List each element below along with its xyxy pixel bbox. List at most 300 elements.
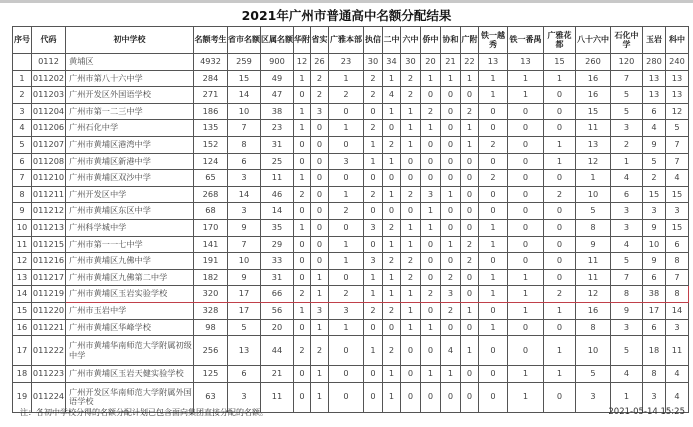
quota-cell: 6 xyxy=(643,319,666,336)
quota-cell: 0 xyxy=(421,302,441,319)
column-header: 八十六中 xyxy=(576,27,611,54)
quota-cell: 1 xyxy=(508,269,544,286)
quota-cell: 2 xyxy=(311,70,329,87)
quota-cell: 3 xyxy=(576,382,611,412)
row-number: 2 xyxy=(13,87,32,104)
quota-cell: 1 xyxy=(294,219,311,236)
quota-cell: 2 xyxy=(479,170,508,187)
quota-cell: 0 xyxy=(364,170,383,187)
quota-cell: 11 xyxy=(261,382,294,412)
quota-cell: 1 xyxy=(544,302,576,319)
quota-cell: 11 xyxy=(576,120,611,137)
quota-cell: 14 xyxy=(666,302,689,319)
school-code: 011212 xyxy=(32,203,66,220)
school-name: 广州市黄埔区东区中学 xyxy=(66,203,194,220)
quota-cell: 4 xyxy=(666,170,689,187)
row-number: 11 xyxy=(13,236,32,253)
quota-cell: 4 xyxy=(383,87,401,104)
quota-cell: 0 xyxy=(311,203,329,220)
quota-cell: 170 xyxy=(194,219,228,236)
column-header: 省市名额 xyxy=(228,27,261,54)
quota-cell: 3 xyxy=(643,203,666,220)
quota-cell: 0 xyxy=(364,366,383,383)
quota-cell: 1 xyxy=(421,203,441,220)
quota-cell: 2 xyxy=(329,203,364,220)
quota-cell: 1 xyxy=(401,219,421,236)
quota-cell: 1 xyxy=(364,153,383,170)
quota-cell: 7 xyxy=(666,136,689,153)
quota-cell: 2 xyxy=(329,87,364,104)
quota-cell: 0 xyxy=(544,120,576,137)
table-row xyxy=(13,120,689,137)
row-number: 7 xyxy=(13,170,32,187)
quota-cell: 47 xyxy=(261,87,294,104)
quota-cell: 9 xyxy=(611,302,643,319)
table-row xyxy=(13,203,689,220)
quota-cell: 0 xyxy=(479,382,508,412)
quota-cell: 2 xyxy=(364,120,383,137)
quota-cell: 1 xyxy=(329,70,364,87)
row-number xyxy=(13,54,32,71)
quota-cell: 6 xyxy=(228,153,261,170)
quota-cell: 25 xyxy=(261,153,294,170)
quota-cell: 0 xyxy=(508,103,544,120)
quota-cell: 2 xyxy=(421,103,441,120)
quota-cell: 20 xyxy=(261,319,294,336)
quota-cell: 8 xyxy=(611,286,643,303)
quota-cell: 0 xyxy=(544,219,576,236)
school-code: 011213 xyxy=(32,219,66,236)
quota-cell: 0 xyxy=(479,253,508,270)
quota-cell: 1 xyxy=(421,219,441,236)
quota-cell: 2 xyxy=(441,302,461,319)
quota-cell: 13 xyxy=(508,54,544,71)
quota-cell: 1 xyxy=(401,103,421,120)
quota-cell: 259 xyxy=(228,54,261,71)
quota-cell: 8 xyxy=(666,253,689,270)
school-name: 广州市黄埔区新港中学 xyxy=(66,153,194,170)
quota-cell: 0 xyxy=(508,336,544,366)
school-name: 广州市黄埔区玉岩天健实验学校 xyxy=(66,366,194,383)
quota-cell: 1 xyxy=(508,286,544,303)
quota-cell: 284 xyxy=(194,70,228,87)
quota-cell: 0 xyxy=(329,366,364,383)
quota-cell: 6 xyxy=(643,269,666,286)
quota-cell: 0 xyxy=(329,382,364,412)
quota-cell: 0 xyxy=(441,253,461,270)
quota-cell: 1 xyxy=(611,153,643,170)
quota-cell: 0 xyxy=(383,170,401,187)
school-code: 011215 xyxy=(32,236,66,253)
quota-cell: 0 xyxy=(508,153,544,170)
quota-cell: 1 xyxy=(311,319,329,336)
quota-cell: 98 xyxy=(194,319,228,336)
quota-cell: 1 xyxy=(383,153,401,170)
quota-cell: 0 xyxy=(441,319,461,336)
allocation-table xyxy=(12,26,689,413)
table-row xyxy=(13,336,689,366)
quota-cell: 14 xyxy=(228,87,261,104)
quota-cell: 5 xyxy=(576,203,611,220)
school-name: 广州市第一一七中学 xyxy=(66,236,194,253)
quota-cell: 4 xyxy=(666,382,689,412)
quota-cell: 1 xyxy=(329,236,364,253)
quota-cell: 18 xyxy=(643,336,666,366)
quota-cell: 141 xyxy=(194,236,228,253)
quota-cell: 38 xyxy=(643,286,666,303)
quota-cell: 0 xyxy=(329,103,364,120)
quota-cell: 0 xyxy=(401,203,421,220)
quota-cell: 46 xyxy=(261,186,294,203)
quota-cell: 2 xyxy=(383,336,401,366)
quota-cell: 0 xyxy=(421,153,441,170)
school-code: 011208 xyxy=(32,153,66,170)
quota-cell: 0 xyxy=(421,382,441,412)
quota-cell: 5 xyxy=(576,366,611,383)
quota-cell: 1 xyxy=(479,236,508,253)
quota-cell: 7 xyxy=(666,153,689,170)
quota-cell: 11 xyxy=(576,269,611,286)
school-name: 广州市黄埔区港湾中学 xyxy=(66,136,194,153)
quota-cell: 0 xyxy=(461,382,479,412)
quota-cell: 8 xyxy=(666,286,689,303)
quota-cell: 4932 xyxy=(194,54,228,71)
quota-cell: 1 xyxy=(311,269,329,286)
quota-cell: 0 xyxy=(441,203,461,220)
quota-cell: 0 xyxy=(479,302,508,319)
quota-cell: 1 xyxy=(479,219,508,236)
row-number: 10 xyxy=(13,219,32,236)
quota-cell: 1 xyxy=(461,70,479,87)
quota-cell: 15 xyxy=(544,54,576,71)
quota-cell: 0 xyxy=(401,366,421,383)
quota-cell: 15 xyxy=(666,186,689,203)
header-row xyxy=(13,27,689,54)
quota-cell: 1 xyxy=(544,336,576,366)
quota-cell: 0 xyxy=(294,269,311,286)
quota-cell: 5 xyxy=(666,120,689,137)
quota-cell: 7 xyxy=(228,120,261,137)
quota-cell: 44 xyxy=(261,336,294,366)
quota-cell: 0 xyxy=(329,170,364,187)
quota-cell: 21 xyxy=(261,366,294,383)
quota-cell: 17 xyxy=(228,286,261,303)
quota-cell: 0 xyxy=(421,236,441,253)
column-header: 铁一越秀 xyxy=(479,27,508,54)
quota-cell: 13 xyxy=(643,87,666,104)
quota-cell: 22 xyxy=(461,54,479,71)
quota-cell: 0 xyxy=(294,319,311,336)
row-number: 12 xyxy=(13,253,32,270)
quota-cell: 0 xyxy=(441,219,461,236)
quota-cell: 15 xyxy=(228,70,261,87)
quota-cell: 0 xyxy=(508,120,544,137)
quota-cell: 1 xyxy=(383,103,401,120)
quota-cell: 2 xyxy=(383,219,401,236)
quota-cell: 34 xyxy=(383,54,401,71)
quota-cell: 1 xyxy=(383,286,401,303)
quota-cell: 1 xyxy=(364,286,383,303)
quota-cell: 2 xyxy=(311,336,329,366)
quota-cell: 0 xyxy=(441,103,461,120)
quota-cell: 124 xyxy=(194,153,228,170)
quota-cell: 29 xyxy=(261,236,294,253)
quota-cell: 3 xyxy=(421,186,441,203)
school-name: 广州市第一二三中学 xyxy=(66,103,194,120)
quota-cell: 1 xyxy=(479,319,508,336)
quota-cell: 0 xyxy=(421,136,441,153)
quota-cell: 0 xyxy=(364,236,383,253)
quota-cell: 30 xyxy=(401,54,421,71)
top-bar xyxy=(0,0,693,3)
quota-cell: 35 xyxy=(261,219,294,236)
quota-cell: 2 xyxy=(364,186,383,203)
quota-cell: 0 xyxy=(311,236,329,253)
quota-cell: 38 xyxy=(261,103,294,120)
school-name: 广州科学城中学 xyxy=(66,219,194,236)
column-header: 二中 xyxy=(383,27,401,54)
table-row xyxy=(13,236,689,253)
quota-cell: 280 xyxy=(643,54,666,71)
quota-cell: 3 xyxy=(311,103,329,120)
quota-cell: 9 xyxy=(576,236,611,253)
school-code: 011204 xyxy=(32,103,66,120)
quota-cell: 63 xyxy=(194,382,228,412)
column-header: 华附 xyxy=(294,27,311,54)
quota-cell: 0 xyxy=(294,253,311,270)
quota-cell: 256 xyxy=(194,336,228,366)
quota-cell: 1 xyxy=(461,136,479,153)
quota-cell: 1 xyxy=(294,302,311,319)
school-name: 广州市黄埔区华峰学校 xyxy=(66,319,194,336)
quota-cell: 16 xyxy=(576,302,611,319)
quota-cell: 14 xyxy=(228,186,261,203)
quota-cell: 0 xyxy=(508,236,544,253)
quota-cell: 3 xyxy=(441,286,461,303)
quota-cell: 13 xyxy=(576,136,611,153)
quota-cell: 0 xyxy=(294,236,311,253)
quota-cell: 0 xyxy=(441,87,461,104)
column-header: 铁一番禺 xyxy=(508,27,544,54)
quota-cell: 0 xyxy=(508,319,544,336)
quota-cell: 0 xyxy=(441,382,461,412)
quota-cell: 11 xyxy=(666,336,689,366)
school-code: 011216 xyxy=(32,253,66,270)
quota-cell: 2 xyxy=(461,236,479,253)
quota-cell: 260 xyxy=(576,54,611,71)
quota-cell: 9 xyxy=(643,136,666,153)
quota-cell: 0 xyxy=(364,203,383,220)
quota-cell: 0 xyxy=(329,219,364,236)
quota-cell: 0 xyxy=(544,236,576,253)
table-row xyxy=(13,302,689,319)
quota-cell: 3 xyxy=(611,120,643,137)
quota-cell: 0 xyxy=(544,170,576,187)
quota-cell: 3 xyxy=(643,382,666,412)
school-code: 011202 xyxy=(32,70,66,87)
quota-cell: 12 xyxy=(666,103,689,120)
column-header: 区属名额 xyxy=(261,27,294,54)
school-name: 广州市第八十六中学 xyxy=(66,70,194,87)
quota-cell: 2 xyxy=(479,136,508,153)
quota-cell: 0 xyxy=(544,382,576,412)
quota-cell: 0 xyxy=(508,219,544,236)
quota-cell: 66 xyxy=(261,286,294,303)
quota-cell: 15 xyxy=(643,186,666,203)
quota-cell: 1 xyxy=(329,253,364,270)
school-name: 广州市黄埔区双沙中学 xyxy=(66,170,194,187)
quota-cell: 1 xyxy=(508,302,544,319)
school-name: 广州市黄埔华南师范大学附属初级中学 xyxy=(66,336,194,366)
timestamp: 2021-05-14 15:25 xyxy=(608,407,685,417)
quota-cell: 182 xyxy=(194,269,228,286)
quota-cell: 1 xyxy=(508,70,544,87)
column-header: 侨中 xyxy=(421,27,441,54)
quota-cell: 1 xyxy=(421,70,441,87)
quota-cell: 0 xyxy=(329,136,364,153)
quota-cell: 2 xyxy=(611,136,643,153)
quota-cell: 5 xyxy=(611,103,643,120)
school-code: 011223 xyxy=(32,366,66,383)
quota-cell: 0 xyxy=(441,136,461,153)
quota-cell: 26 xyxy=(311,54,329,71)
quota-cell: 8 xyxy=(576,319,611,336)
quota-cell: 10 xyxy=(228,253,261,270)
quota-cell: 1 xyxy=(311,366,329,383)
quota-cell: 16 xyxy=(576,87,611,104)
quota-cell: 0 xyxy=(461,203,479,220)
quota-cell: 1 xyxy=(441,186,461,203)
row-number: 14 xyxy=(13,286,32,303)
quota-cell: 2 xyxy=(294,336,311,366)
quota-cell: 1 xyxy=(401,236,421,253)
table-row xyxy=(13,219,689,236)
quota-cell: 268 xyxy=(194,186,228,203)
quota-cell: 1 xyxy=(421,366,441,383)
quota-cell: 191 xyxy=(194,253,228,270)
quota-cell: 10 xyxy=(228,103,261,120)
quota-cell: 8 xyxy=(576,219,611,236)
quota-cell: 0 xyxy=(294,153,311,170)
quota-cell: 13 xyxy=(228,336,261,366)
row-number: 6 xyxy=(13,153,32,170)
quota-cell: 8 xyxy=(643,366,666,383)
quota-cell: 0 xyxy=(401,153,421,170)
quota-cell: 2 xyxy=(401,269,421,286)
quota-cell: 2 xyxy=(401,253,421,270)
column-header: 名额考生 xyxy=(194,27,228,54)
quota-cell: 0 xyxy=(461,319,479,336)
quota-cell: 0 xyxy=(508,136,544,153)
quota-cell: 9 xyxy=(643,253,666,270)
quota-cell: 2 xyxy=(294,286,311,303)
quota-cell: 0 xyxy=(364,319,383,336)
page-title: 2021年广州市普通高中名额分配结果 xyxy=(241,8,452,23)
table-row xyxy=(13,253,689,270)
quota-cell: 3 xyxy=(611,219,643,236)
row-number: 13 xyxy=(13,269,32,286)
quota-cell: 3 xyxy=(228,170,261,187)
quota-cell: 0 xyxy=(479,153,508,170)
quota-cell: 0 xyxy=(461,269,479,286)
quota-cell: 6 xyxy=(611,186,643,203)
quota-cell: 2 xyxy=(364,87,383,104)
quota-cell: 1 xyxy=(461,302,479,319)
school-code: 011211 xyxy=(32,186,66,203)
quota-cell: 14 xyxy=(261,203,294,220)
quota-cell: 1 xyxy=(611,382,643,412)
school-name: 广州市黄埔区九佛中学 xyxy=(66,253,194,270)
school-code: 011206 xyxy=(32,120,66,137)
quota-cell: 0 xyxy=(364,382,383,412)
school-code: 011217 xyxy=(32,269,66,286)
quota-cell: 4 xyxy=(611,236,643,253)
column-header: 石化中学 xyxy=(611,27,643,54)
school-name: 广州市黄埔区九佛第二中学 xyxy=(66,269,194,286)
table-row xyxy=(13,70,689,87)
quota-cell: 0 xyxy=(479,186,508,203)
quota-cell: 2 xyxy=(643,170,666,187)
row-number: 5 xyxy=(13,136,32,153)
quota-cell: 0 xyxy=(479,366,508,383)
school-code: 011219 xyxy=(32,286,66,303)
row-number: 17 xyxy=(13,336,32,366)
quota-cell: 10 xyxy=(643,236,666,253)
quota-cell: 31 xyxy=(261,136,294,153)
quota-cell: 0 xyxy=(544,269,576,286)
column-header: 广雅花都 xyxy=(544,27,576,54)
table-row xyxy=(13,186,689,203)
quota-cell: 0 xyxy=(508,186,544,203)
quota-cell: 0 xyxy=(421,170,441,187)
quota-cell: 21 xyxy=(441,54,461,71)
quota-cell: 31 xyxy=(261,269,294,286)
quota-cell: 0 xyxy=(421,87,441,104)
quota-cell: 2 xyxy=(383,253,401,270)
quota-cell: 2 xyxy=(461,103,479,120)
quota-cell: 10 xyxy=(576,336,611,366)
quota-cell: 2 xyxy=(364,70,383,87)
quota-cell: 1 xyxy=(401,136,421,153)
table-row xyxy=(13,103,689,120)
quota-cell: 1 xyxy=(544,136,576,153)
quota-cell: 900 xyxy=(261,54,294,71)
quota-cell: 120 xyxy=(611,54,643,71)
quota-cell: 0 xyxy=(421,336,441,366)
column-header: 协和 xyxy=(441,27,461,54)
quota-cell: 2 xyxy=(441,269,461,286)
quota-cell: 0 xyxy=(461,153,479,170)
quota-cell: 49 xyxy=(261,70,294,87)
school-code: 011210 xyxy=(32,170,66,187)
quota-cell: 8 xyxy=(228,136,261,153)
quota-cell: 0 xyxy=(311,186,329,203)
quota-cell: 1 xyxy=(383,269,401,286)
quota-cell: 0 xyxy=(401,170,421,187)
quota-cell: 2 xyxy=(401,70,421,87)
quota-cell: 12 xyxy=(576,153,611,170)
quota-cell: 3 xyxy=(611,203,643,220)
quota-cell: 17 xyxy=(643,302,666,319)
quota-cell: 1 xyxy=(311,286,329,303)
quota-cell: 5 xyxy=(611,336,643,366)
quota-cell: 0 xyxy=(544,253,576,270)
row-number: 3 xyxy=(13,103,32,120)
quota-cell: 2 xyxy=(383,302,401,319)
quota-cell: 0 xyxy=(294,366,311,383)
school-code: 011221 xyxy=(32,319,66,336)
total-row xyxy=(13,54,689,71)
